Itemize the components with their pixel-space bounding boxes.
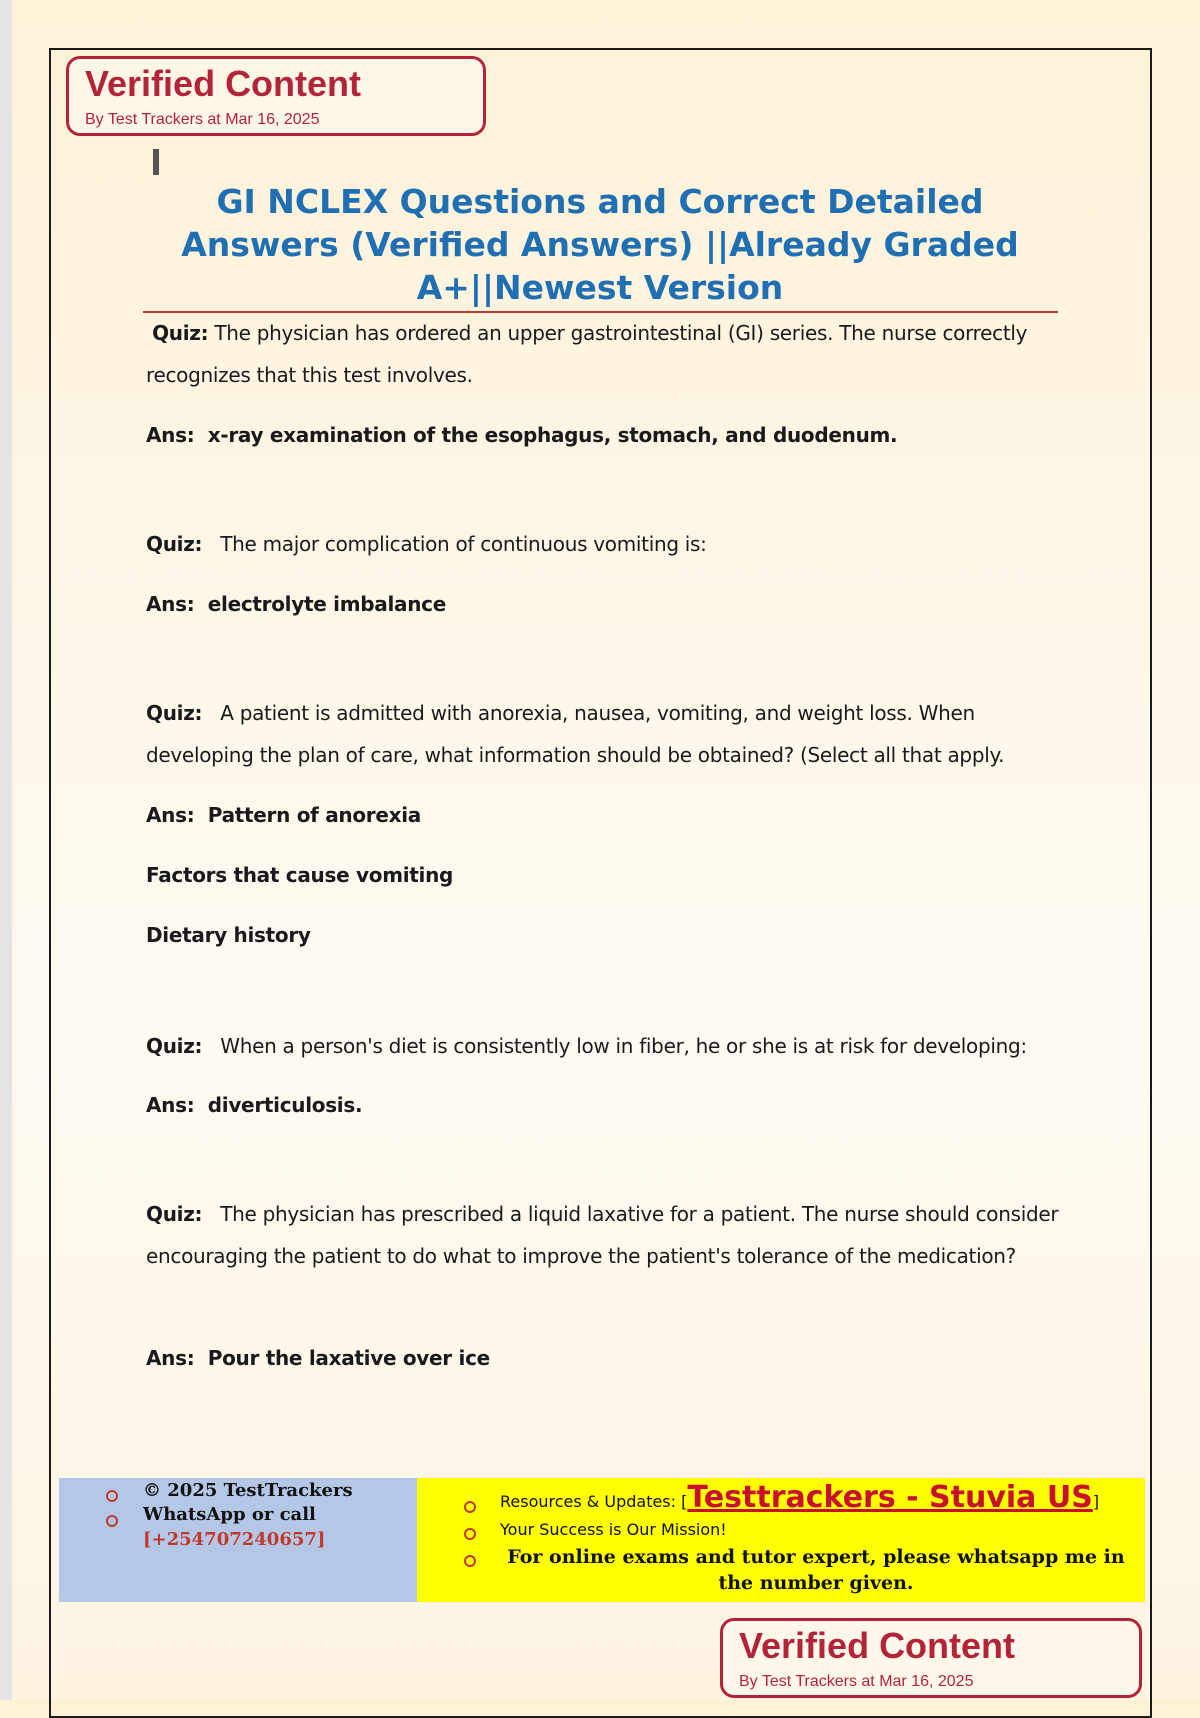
quiz-question: The major complication of continuous vomiting is: [220,532,707,556]
bullet-icon [464,1555,476,1567]
footer-resources [500,1480,1099,1515]
quiz-label: Quiz: [146,1034,203,1058]
ans-label: Ans: [146,592,195,616]
quiz-question: The physician has ordered an upper gastrointestinal (GI) series. The nurse correctly recognizes that this test involves. [146,321,1028,387]
answer-4 [146,1084,1066,1126]
answer-1 [146,414,1066,456]
quiz-label: Quiz: [146,532,203,556]
ans-label: Ans: [146,1093,195,1117]
resources-label: Resources & Updates: [ [500,1492,688,1511]
stamp-subtitle: By Test Trackers at Mar 16, 2025 [739,1673,974,1690]
quiz-5 [146,1193,1066,1277]
ans-label: Ans: [146,1346,195,1370]
quiz-label: Quiz: [146,701,203,725]
bullet-icon [106,1490,118,1502]
document-title: GI NCLEX Questions and Correct Detailed Answers (Verified Answers) ||Already Graded A+||Newest Version [181,182,1019,307]
answer-text: diverticulosis. [207,1093,363,1117]
ans-label: Ans: [146,803,195,827]
bullet-icon [106,1515,118,1527]
quiz-label: Quiz: [146,1202,203,1226]
left-strip [0,0,12,1700]
quiz-1 [146,312,1066,396]
answer-text: x-ray examination of the esophagus, stomach, and duodenum. [207,423,898,447]
stamp-title: Verified Content [85,63,362,104]
answer-3c: Dietary history [146,923,311,947]
answer-text: Pour the laxative over ice [207,1346,490,1370]
text-cursor [153,149,159,175]
ans-label: Ans: [146,423,195,447]
answer-2 [146,583,1066,625]
footer-mission: Your Success is Our Mission! [500,1520,727,1539]
stuvia-link[interactable]: Testtrackers - Stuvia US [687,1480,1093,1515]
footer-resources-box [417,1478,1145,1602]
answer-text: Pattern of anorexia [207,803,421,827]
quiz-question: A patient is admitted with anorexia, nausea, vomiting, and weight loss. When developing the plan of care, what information should be obtained? (Select all that apply. [146,701,1005,767]
verified-stamp-bottom [720,1618,1142,1698]
quiz-label: Quiz: [152,321,209,345]
quiz-question: The physician has prescribed a liquid laxative for a patient. The nurse should consider encouraging the patient to do what to improve the patient's tolerance of the medication? [146,1202,1059,1268]
footer-phone[interactable]: [+254707240657] [143,1529,326,1550]
bullet-icon [464,1528,476,1540]
footer-whatsapp-label: WhatsApp or call [143,1504,316,1525]
answer-5 [146,1337,1066,1379]
answer-3a [146,794,1066,836]
quiz-4 [146,1025,1066,1067]
quiz-3 [146,692,1066,776]
answer-text: electrolyte imbalance [207,592,446,616]
verified-stamp-top [66,56,486,136]
bullet-icon [464,1501,476,1513]
stamp-subtitle: By Test Trackers at Mar 16, 2025 [85,111,320,128]
quiz-2 [146,523,1066,565]
footer-copyright: © 2025 TestTrackers [143,1480,353,1501]
footer-tutor-note: For online exams and tutor expert, please whatsapp me in the number given. [507,1546,1125,1594]
quiz-question: When a person's diet is consistently low in fiber, he or she is at risk for developing: [220,1034,1027,1058]
footer-contact-box [59,1478,417,1602]
resources-close: ] [1092,1492,1100,1511]
answer-3b: Factors that cause vomiting [146,863,454,887]
stamp-title: Verified Content [739,1625,1016,1666]
